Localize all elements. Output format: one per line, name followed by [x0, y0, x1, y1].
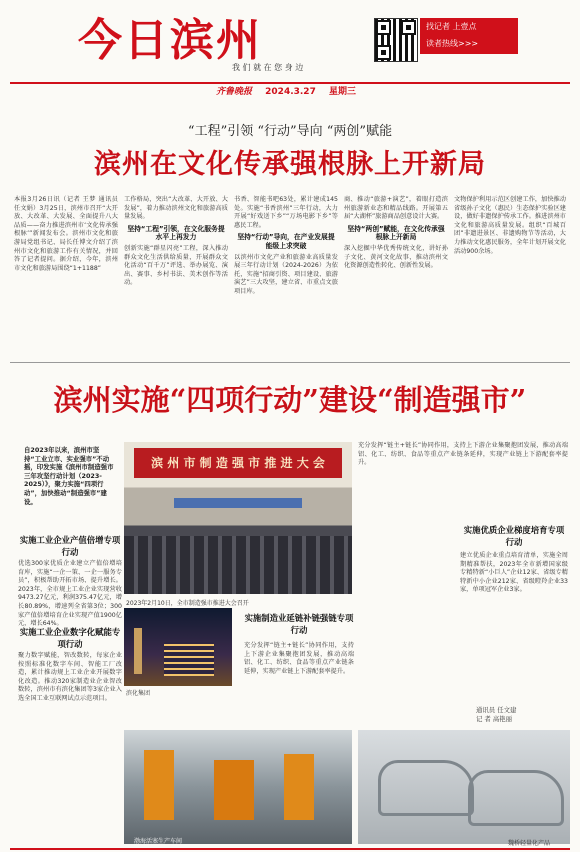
paper-name: 齐鲁晚报 — [216, 87, 253, 97]
article1-col4-text: 商、推动“旅游+演艺”，着眼打造滨州旅游新业态和精品线路。开展第五届“大湖杯”旅游商品创意设计大赛。 — [344, 196, 448, 221]
car-frame-2 — [468, 770, 564, 826]
lightweight-products-caption: 魏桥轻量化产品 — [508, 840, 551, 847]
article2-section2-title: 实施工业企业数字化赋能专项行动 — [19, 627, 121, 649]
article1-col1-text: 本报3月26日讯（记者 王梦 通讯员 任文娟）3月25日，滨州市召开“大开放、大改革、大发展、全面提升八大品质——奋力推进滨州市‘文化传承强根脉’”新闻发布会。滨州市文化和旅游局党组书记、局长任博文介绍了滨州市文化和旅游工作有关情况，并回答了记者提问。据介绍，今年，滨州市文化和旅游局围绕“1+1188” — [14, 196, 118, 272]
article1-subhead-3: 坚持“两创”赋能，在文化传承强根脉上开新局 — [347, 224, 445, 242]
article2-lead: 自2023年以来，滨州市坚持“工业立市、实业强市”不动摇，印发实施《滨州市制造强市三年攻坚行动计划（2023-2025）》，聚力实施“四项行动”，加快推动“制造强市”建设。 — [24, 446, 114, 506]
article2-section4-body — [460, 552, 568, 700]
qr-code-icon — [374, 18, 418, 62]
article2-byline: 通讯员 任文建 记 者 高艳丽 — [476, 706, 517, 723]
issue-date: 2024.3.27 — [265, 87, 316, 97]
audience-rows — [124, 536, 352, 594]
plant-structure — [164, 642, 214, 676]
reader-hotline-line1: 找记者 上壹点 — [426, 22, 477, 31]
article2-section3-text: 充分发挥“链主+链长”协同作用，支持上下游企业集聚抱团发展，推动高端铝、化工、纺织、食品等重点产业链条延伸，实现产业链上下游配套率提升。 — [244, 642, 354, 675]
conference-photo — [124, 442, 352, 594]
article2-section2-body — [18, 652, 122, 840]
paper-title: 今日滨州 — [78, 15, 262, 66]
reader-hotline-line2: 读者热线>>> — [426, 39, 479, 48]
robot-arm-2 — [214, 760, 254, 820]
piston-workshop-caption: 渤海活塞生产车间 — [134, 838, 183, 845]
article2-section3-title: 实施制造业延链补链强链专项行动 — [244, 613, 354, 635]
article2-section4-text: 建立优质企业重点培育清单，实施全周期精准帮扶，2023年全市新增国家级专精特新“小巨人”企业12家、省级专精特新中小企业212家、省级瞪羚企业33家，单项冠军企业3家。 — [460, 552, 568, 594]
piston-workshop-photo — [124, 730, 352, 844]
masthead — [0, 0, 580, 82]
article2-headline: 滨州实施“四项行动”建设“制造强市” — [53, 383, 527, 417]
paper-slogan: 我 们 就 在 您 身 边 — [232, 63, 304, 72]
conference-banner: 滨 州 市 制 造 强 市 推 进 大 会 — [134, 448, 342, 478]
chemical-plant-photo — [124, 608, 232, 686]
podium-table — [174, 498, 302, 508]
section-divider — [10, 362, 570, 363]
article2-section1-title: 实施工业企业产值倍增专项行动 — [19, 535, 121, 557]
article2-section1-text: 优选300家优质企业建立产值倍增培育库，实施“一企一策、一企一服务专员”，积极帮助开拓市场、提升增长。2023年，全市规上工业企业实现营收9473.27亿元，利润375.47亿元，增长80.89%，增速列全省第3位；300家产值倍增培育企业实现产值1900亿元，增长64%。 — [18, 560, 122, 628]
dateline — [216, 84, 366, 97]
page-bottom-rule — [10, 848, 570, 850]
article1-headline: 滨州在文化传承强根脉上开新局 — [94, 149, 486, 180]
article2-right-top-text — [358, 442, 568, 498]
car-frame-1 — [378, 760, 474, 816]
article1-col5-text: 文物保护利用示范区创建工作，加快推动省级孙子文化（惠民）生态保护实验区建设，做好非遗保护传承工作。推进滨州市文化和旅游高质量发展。组织“百城百团”非遗进景区、非遗购物节等活动，大力推动文化惠民服务，全年计划开展文化活动900余场。 — [454, 196, 566, 255]
plant-tower — [134, 628, 142, 674]
article2-section1-body — [18, 560, 122, 628]
article1-column-5 — [454, 196, 566, 354]
article1-kicker: “工程”引领 “行动”导向 “两创”赋能 — [187, 124, 393, 139]
issue-weekday: 星期三 — [328, 87, 356, 97]
article2-section4-title: 实施优质企业梯度培育专项行动 — [463, 525, 565, 547]
article1-column-4 — [344, 196, 448, 354]
conference-caption: 2023年2月10日，全市制造强市推进大会召开 — [126, 600, 249, 607]
article1-subhead-1: 坚持“工程”引领，在文化服务提水平上再发力 — [127, 224, 225, 242]
article1-col3-more: 以滨州市文化产业和旅游业高质量发展三年行动计划（2024-2026）为依托，实施“招商引资、项目建设、旅游演艺”三大攻坚，建立省、市重点文旅项目库。 — [234, 253, 338, 295]
chemical-plant-caption: 滨化集团 — [126, 690, 151, 697]
article2-section3-continued: 充分发挥“链主+链长”协同作用，支持上下游企业集聚抱团发展，推动高端铝、化工、纺织、食品等重点产业链条延伸，实现产业链上下游配套率提升。 — [358, 442, 568, 467]
article1-column-2 — [124, 196, 228, 354]
lightweight-products-photo — [358, 730, 570, 844]
article2-section3-body — [244, 642, 354, 728]
article1-column-1 — [14, 196, 118, 354]
article2-section2-text: 聚力数字赋能，智改数转，每家企业按照标准化数字车间、智能工厂改造，累计推动规上工业企业开展数字化改造。推动320家制造业企业智改数转，滨州市有滨化集团等3家企业入选全国工业互联网试点示范项目。 — [18, 652, 122, 702]
robot-arm-3 — [284, 754, 314, 820]
article1-col3-text: 书香、智能书吧63处，累计建成145处。实施“书香滨州”三年行动，大力开展“好戏送下乡”“万场电影下乡”等惠民工程。 — [234, 196, 338, 229]
reader-hotline-box — [420, 18, 518, 54]
robot-arm-1 — [144, 750, 174, 820]
article1-col2-more: 创新实施“群星闪亮”工程，深入推动群众文化生活供给质量，开展群众文化活动“百千万”评选、举办展览、演出、赛事、乡村书法、美术创作等活动。 — [124, 244, 228, 287]
article1-col4-more: 深入挖掘中华优秀传统文化，讲好孙子文化、黄河文化故事，推动滨州文化资源创造性转化、创新性发展。 — [344, 244, 448, 270]
article1-col2-text: 工作格局，突出“大改革、大开放、大发展”，着力推动滨州文化和旅游高质量发展。 — [124, 196, 228, 221]
article1-subhead-2: 坚持“行动”导向，在产业发展提能级上求突破 — [237, 233, 335, 250]
article1-column-3 — [234, 196, 338, 354]
